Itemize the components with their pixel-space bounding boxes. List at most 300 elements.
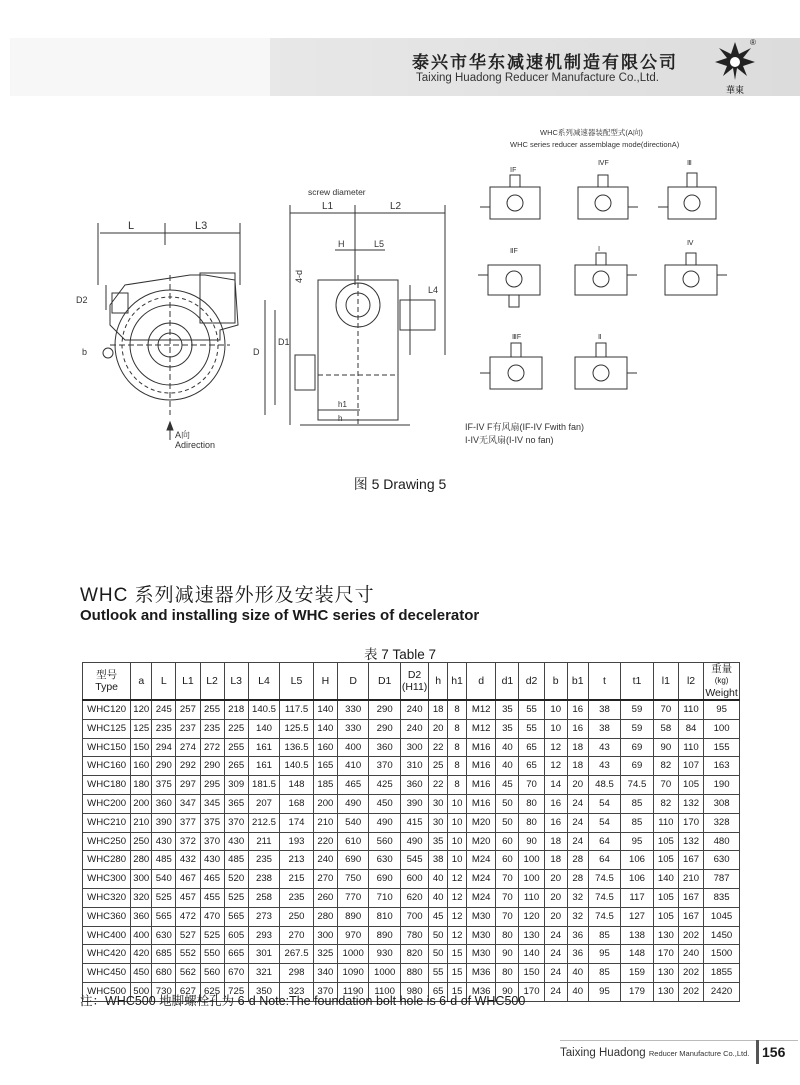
value-cell: 725 [224, 982, 248, 1001]
header-en: h1 [451, 675, 463, 687]
value-cell: 70 [496, 907, 519, 926]
value-cell: 64 [588, 851, 621, 870]
value-cell: 410 [337, 757, 368, 776]
value-cell: 167 [678, 907, 703, 926]
value-cell: 28 [567, 851, 588, 870]
value-cell: 40 [429, 888, 448, 907]
value-cell: 55 [519, 700, 544, 719]
value-cell: 50 [496, 813, 519, 832]
value-cell: 95 [621, 832, 654, 851]
value-cell: 8 [448, 719, 467, 738]
mount-label-4: Ⅳ [687, 240, 694, 247]
value-cell: 430 [152, 832, 176, 851]
value-cell: 84 [678, 719, 703, 738]
dim-label-b: b [82, 347, 88, 357]
dimension-table [82, 662, 740, 1002]
value-cell: 250 [280, 907, 314, 926]
value-cell: 38 [588, 719, 621, 738]
value-cell: 24 [567, 794, 588, 813]
dim-label-H: H [338, 239, 345, 249]
value-cell: 50 [496, 794, 519, 813]
value-cell: 450 [369, 794, 400, 813]
value-cell: 750 [337, 870, 368, 889]
header-en: b [552, 675, 559, 687]
value-cell: 220 [313, 832, 337, 851]
value-cell: 297 [176, 776, 200, 795]
value-cell: 425 [369, 776, 400, 795]
value-cell: 273 [248, 907, 279, 926]
table-row [83, 700, 740, 719]
value-cell: 163 [704, 757, 740, 776]
value-cell: 605 [224, 926, 248, 945]
value-cell: 20 [567, 776, 588, 795]
value-cell: M36 [467, 964, 496, 983]
value-cell: M16 [467, 776, 496, 795]
value-cell: 298 [280, 964, 314, 983]
value-cell: 80 [519, 813, 544, 832]
table-row [83, 907, 740, 926]
table-row [83, 813, 740, 832]
value-cell: 30 [429, 794, 448, 813]
value-cell: 160 [131, 757, 152, 776]
value-cell: 35 [496, 719, 519, 738]
value-cell: 810 [369, 907, 400, 926]
type-cell: WHC420 [83, 945, 131, 964]
value-cell: M20 [467, 813, 496, 832]
table-header-cell [678, 663, 703, 701]
value-cell: 290 [369, 700, 400, 719]
value-cell: 323 [280, 982, 314, 1001]
value-cell: 150 [519, 964, 544, 983]
value-cell: 24 [544, 982, 567, 1001]
value-cell: 58 [653, 719, 678, 738]
value-cell: 18 [544, 832, 567, 851]
value-cell: 430 [200, 851, 224, 870]
value-cell: 140.5 [248, 700, 279, 719]
value-cell: 105 [653, 907, 678, 926]
table-header-cell [429, 663, 448, 701]
value-cell: 210 [131, 813, 152, 832]
footer-company-small: Reducer Manufacture Co.,Ltd. [648, 1049, 750, 1058]
mount-title-en: WHC series reducer assemblage mode(directionA) [510, 140, 680, 149]
value-cell: 10 [448, 813, 467, 832]
value-cell: 12 [544, 757, 567, 776]
table-row [83, 794, 740, 813]
value-cell: 65 [519, 757, 544, 776]
header-en: d1 [501, 675, 514, 687]
value-cell: 787 [704, 870, 740, 889]
value-cell: 240 [400, 719, 428, 738]
value-cell: 290 [152, 757, 176, 776]
value-cell: 280 [313, 907, 337, 926]
table-header-cell [567, 663, 588, 701]
value-cell: 159 [621, 964, 654, 983]
value-cell: 730 [152, 982, 176, 1001]
table-header-cell [200, 663, 224, 701]
value-cell: 690 [337, 851, 368, 870]
value-cell: 82 [653, 757, 678, 776]
table-header-cell [544, 663, 567, 701]
value-cell: 710 [369, 888, 400, 907]
value-cell: 8 [448, 776, 467, 795]
value-cell: 1450 [704, 926, 740, 945]
value-cell: 292 [176, 757, 200, 776]
screw-diameter-label: screw diameter [308, 187, 366, 197]
value-cell: 59 [621, 700, 654, 719]
value-cell: 235 [152, 719, 176, 738]
value-cell: 140 [519, 945, 544, 964]
header-en: D [349, 675, 357, 687]
mount-label-3: Ⅲ [687, 160, 692, 167]
value-cell: 930 [369, 945, 400, 964]
value-cell: 170 [678, 813, 703, 832]
value-cell: 74.5 [588, 870, 621, 889]
value-cell: 24 [567, 832, 588, 851]
value-cell: 132 [678, 832, 703, 851]
value-cell: 43 [588, 738, 621, 757]
value-cell: 40 [496, 757, 519, 776]
header-en: (H11) [401, 681, 428, 693]
value-cell: 562 [176, 964, 200, 983]
value-cell: M24 [467, 888, 496, 907]
value-cell: 272 [200, 738, 224, 757]
value-cell: 16 [567, 719, 588, 738]
value-cell: 24 [544, 964, 567, 983]
value-cell: 70 [653, 700, 678, 719]
value-cell: M24 [467, 870, 496, 889]
value-cell: 400 [131, 926, 152, 945]
type-cell: WHC450 [83, 964, 131, 983]
value-cell: 32 [567, 888, 588, 907]
table-title: 表 7 Table 7 [363, 647, 437, 662]
value-cell: 360 [369, 738, 400, 757]
value-cell: 105 [678, 776, 703, 795]
value-cell: 106 [621, 870, 654, 889]
value-cell: 110 [678, 738, 703, 757]
value-cell: 552 [176, 945, 200, 964]
dim-label-h: h [338, 414, 343, 423]
value-cell: 520 [224, 870, 248, 889]
value-cell: 370 [224, 813, 248, 832]
type-cell: WHC280 [83, 851, 131, 870]
value-cell: 20 [544, 870, 567, 889]
value-cell: 527 [176, 926, 200, 945]
value-cell: 372 [176, 832, 200, 851]
value-cell: 74.5 [588, 907, 621, 926]
value-cell: 10 [448, 832, 467, 851]
table-row [83, 832, 740, 851]
value-cell: 390 [400, 794, 428, 813]
value-cell: 430 [224, 832, 248, 851]
value-cell: 490 [337, 794, 368, 813]
header-en: L4 [258, 675, 270, 687]
mount-mode-3f [480, 334, 542, 389]
value-cell: 181.5 [248, 776, 279, 795]
value-cell: 370 [200, 832, 224, 851]
value-cell: 24 [544, 945, 567, 964]
value-cell: 36 [567, 945, 588, 964]
table-row [83, 870, 740, 889]
value-cell: 218 [224, 700, 248, 719]
value-cell: 110 [678, 700, 703, 719]
value-cell: 237 [176, 719, 200, 738]
value-cell: M16 [467, 794, 496, 813]
value-cell: 100 [519, 870, 544, 889]
type-cell: WHC300 [83, 870, 131, 889]
mount-mode-4f [578, 160, 638, 219]
value-cell: 880 [400, 964, 428, 983]
value-cell: 274 [176, 738, 200, 757]
mount-mode-1 [575, 246, 637, 295]
header-band-light [10, 38, 270, 96]
value-cell: 8 [448, 738, 467, 757]
value-cell: 170 [519, 982, 544, 1001]
value-cell: 140 [313, 719, 337, 738]
value-cell: 90 [496, 945, 519, 964]
section-title-en: Outlook and installing size of WHC series of decelerator [80, 607, 480, 624]
value-cell: 125.5 [280, 719, 314, 738]
value-cell: 300 [400, 738, 428, 757]
value-cell: 85 [588, 926, 621, 945]
dim-label-h1: h1 [338, 400, 347, 409]
value-cell: 215 [280, 870, 314, 889]
value-cell: 24 [544, 926, 567, 945]
value-cell: 54 [588, 794, 621, 813]
mount-label-1: Ⅰ [598, 246, 601, 253]
value-cell: 127 [621, 907, 654, 926]
value-cell: 15 [448, 964, 467, 983]
value-cell: 295 [200, 776, 224, 795]
value-cell: 321 [248, 964, 279, 983]
value-cell: 1090 [337, 964, 368, 983]
mount-title-cn: WHC系列减速器装配型式(A向) [540, 128, 643, 137]
value-cell: 310 [400, 757, 428, 776]
header-en: d2 [525, 675, 538, 687]
value-cell: 65 [519, 738, 544, 757]
header-en: d [478, 675, 485, 687]
value-cell: M30 [467, 945, 496, 964]
value-cell: 525 [224, 888, 248, 907]
table-header-cell [400, 663, 428, 701]
value-cell: 890 [337, 907, 368, 926]
value-cell: 16 [567, 700, 588, 719]
header-en: l1 [661, 675, 670, 687]
value-cell: 8 [448, 700, 467, 719]
value-cell: 45 [429, 907, 448, 926]
dim-label-d1: D2 [76, 295, 88, 305]
mount-label-1f: ⅠF [510, 167, 517, 174]
value-cell: 90 [519, 832, 544, 851]
value-cell: 40 [429, 870, 448, 889]
header-en: a [138, 675, 145, 687]
section-title-cn: WHC 系列减速器外形及安装尺寸 [80, 585, 375, 606]
company-logo [713, 40, 757, 96]
value-cell: 235 [248, 851, 279, 870]
header-en: L3 [230, 675, 243, 687]
a-direction-en: Adirection [175, 440, 216, 450]
value-cell: 308 [704, 794, 740, 813]
value-cell: 600 [400, 870, 428, 889]
value-cell: 150 [131, 738, 152, 757]
value-cell: 193 [280, 832, 314, 851]
value-cell: 48.5 [588, 776, 621, 795]
table-header-cell [704, 663, 740, 701]
value-cell: 485 [152, 851, 176, 870]
value-cell: 525 [200, 926, 224, 945]
value-cell: 213 [280, 851, 314, 870]
value-cell: 16 [544, 794, 567, 813]
value-cell: 1000 [337, 945, 368, 964]
mount-label-2f: ⅡF [510, 248, 518, 255]
header-unit: (kg) [714, 676, 729, 685]
value-cell: 240 [678, 945, 703, 964]
header-en: L1 [182, 675, 194, 687]
value-cell: 255 [200, 700, 224, 719]
value-cell: 270 [280, 926, 314, 945]
value-cell: 560 [200, 964, 224, 983]
value-cell: 330 [337, 700, 368, 719]
value-cell: 148 [280, 776, 314, 795]
value-cell: 25 [429, 757, 448, 776]
value-cell: 120 [131, 700, 152, 719]
value-cell: 22 [429, 776, 448, 795]
table-row [83, 757, 740, 776]
value-cell: 238 [248, 870, 279, 889]
value-cell: 207 [248, 794, 279, 813]
header-en: L2 [206, 675, 218, 687]
value-cell: 35 [429, 832, 448, 851]
value-cell: 202 [678, 926, 703, 945]
value-cell: 245 [152, 700, 176, 719]
value-cell: 110 [519, 888, 544, 907]
value-cell: 465 [337, 776, 368, 795]
value-cell: 167 [678, 888, 703, 907]
header-cn: 重量 [711, 663, 733, 675]
value-cell: 12 [448, 907, 467, 926]
type-cell: WHC125 [83, 719, 131, 738]
registered-mark: ® [750, 38, 756, 47]
type-cell: WHC500 [83, 982, 131, 1001]
footer-company [560, 1047, 749, 1059]
value-cell: 95 [588, 982, 621, 1001]
type-cell: WHC250 [83, 832, 131, 851]
value-cell: 210 [678, 870, 703, 889]
type-cell: WHC120 [83, 700, 131, 719]
value-cell: 100 [704, 719, 740, 738]
company-name-cn: 泰兴市华东减速机制造有限公司 [412, 53, 678, 72]
value-cell: 360 [400, 776, 428, 795]
value-cell: 225 [224, 719, 248, 738]
value-cell: 2420 [704, 982, 740, 1001]
mount-mode-2f [478, 248, 540, 307]
value-cell: 480 [704, 832, 740, 851]
table-row [83, 945, 740, 964]
value-cell: 38 [429, 851, 448, 870]
header-en: L5 [290, 675, 303, 687]
value-cell: 260 [313, 888, 337, 907]
value-cell: 85 [588, 964, 621, 983]
value-cell: 235 [280, 888, 314, 907]
value-cell: 377 [176, 813, 200, 832]
value-cell: 38 [588, 700, 621, 719]
value-cell: M16 [467, 757, 496, 776]
dim-label-L3: L3 [195, 220, 208, 232]
type-cell: WHC210 [83, 813, 131, 832]
dim-label-L4: L4 [428, 285, 439, 295]
type-cell: WHC200 [83, 794, 131, 813]
value-cell: 22 [429, 738, 448, 757]
value-cell: 370 [313, 982, 337, 1001]
table-header-cell [653, 663, 678, 701]
logo-text: 華東 [725, 86, 745, 96]
header-en: b1 [571, 675, 584, 687]
value-cell: 309 [224, 776, 248, 795]
value-cell: 400 [337, 738, 368, 757]
value-cell: 20 [544, 907, 567, 926]
value-cell: 365 [224, 794, 248, 813]
table-header-cell [83, 663, 131, 701]
value-cell: 15 [448, 945, 467, 964]
dim-label-D1: D1 [278, 337, 290, 347]
table-header-cell [152, 663, 176, 701]
value-cell: 140.5 [280, 757, 314, 776]
drawing-caption: 图 5 Drawing 5 [353, 476, 447, 492]
value-cell: 50 [429, 926, 448, 945]
table-header-cell [224, 663, 248, 701]
value-cell: 560 [369, 832, 400, 851]
value-cell: M24 [467, 851, 496, 870]
value-cell: 117 [621, 888, 654, 907]
table-row [83, 738, 740, 757]
value-cell: 565 [224, 907, 248, 926]
value-cell: 780 [400, 926, 428, 945]
value-cell: 258 [248, 888, 279, 907]
table-header-row [83, 663, 740, 701]
value-cell: 80 [496, 964, 519, 983]
value-cell: 117.5 [280, 700, 314, 719]
value-cell: 235 [200, 719, 224, 738]
table-row [83, 926, 740, 945]
value-cell: 301 [248, 945, 279, 964]
value-cell: 470 [200, 907, 224, 926]
value-cell: 257 [176, 700, 200, 719]
value-cell: 50 [429, 945, 448, 964]
value-cell: 525 [152, 888, 176, 907]
table-body [83, 700, 740, 1001]
value-cell: 420 [131, 945, 152, 964]
value-cell: 700 [400, 907, 428, 926]
value-cell: 130 [519, 926, 544, 945]
value-cell: 212.5 [248, 813, 279, 832]
value-cell: 12 [448, 870, 467, 889]
table-header-cell [176, 663, 200, 701]
value-cell: 105 [653, 888, 678, 907]
value-cell: 190 [704, 776, 740, 795]
value-cell: 240 [400, 700, 428, 719]
value-cell: 1000 [369, 964, 400, 983]
value-cell: 550 [200, 945, 224, 964]
value-cell: 465 [200, 870, 224, 889]
mount-mode-4 [665, 240, 727, 295]
value-cell: 890 [369, 926, 400, 945]
value-cell: 180 [131, 776, 152, 795]
value-cell: 36 [567, 926, 588, 945]
value-cell: 30 [429, 813, 448, 832]
value-cell: 360 [131, 907, 152, 926]
value-cell: M20 [467, 832, 496, 851]
type-cell: WHC360 [83, 907, 131, 926]
value-cell: 155 [704, 738, 740, 757]
